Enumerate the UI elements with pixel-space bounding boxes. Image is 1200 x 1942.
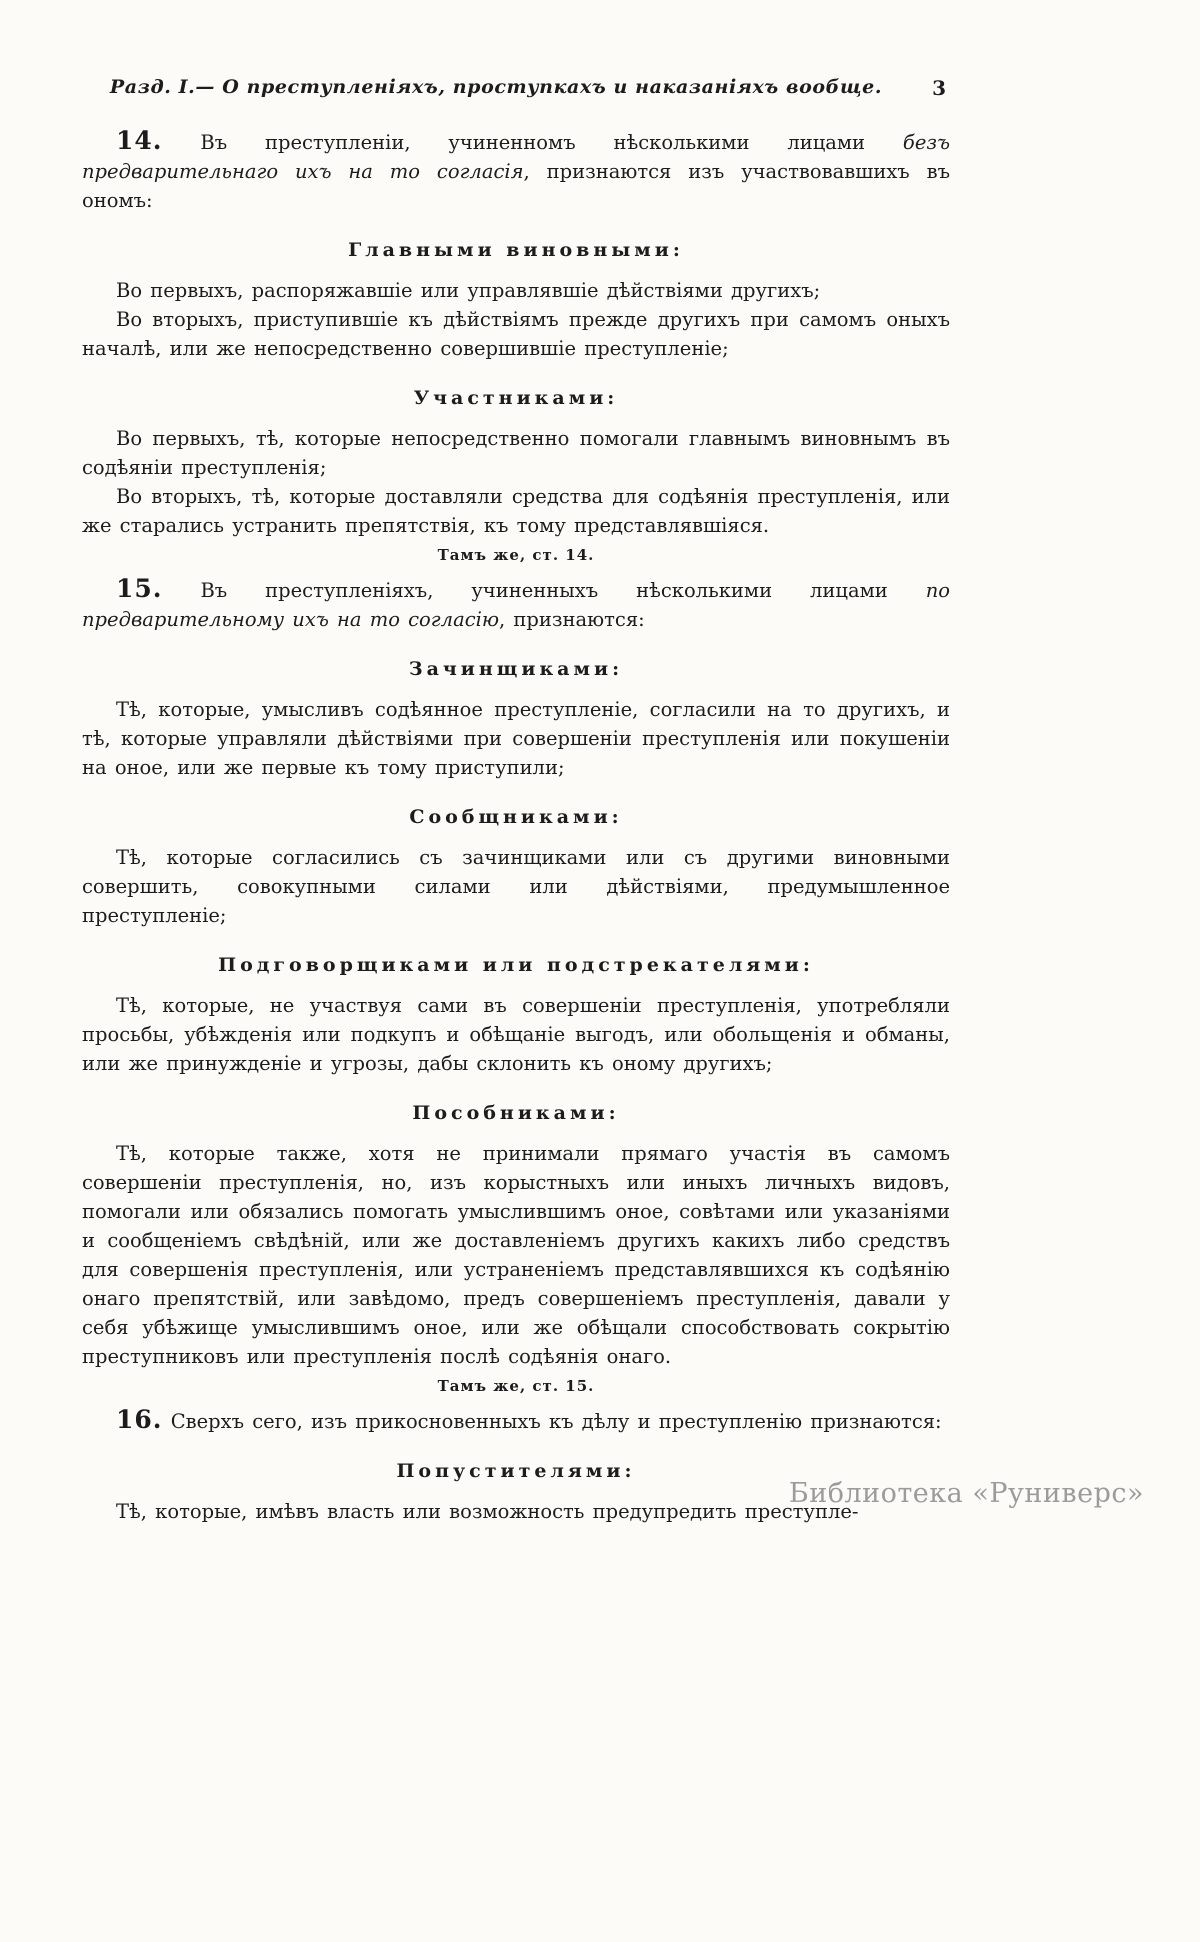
paragraph <box>82 991 950 1078</box>
paragraph <box>82 424 950 482</box>
document-body <box>82 128 950 1526</box>
text-run: Пособниками: <box>412 1102 620 1124</box>
citation <box>82 1377 950 1395</box>
text-run: Тамъ же, ст. 14. <box>437 546 595 564</box>
text-run: Тѣ, которые, не участвуя сами въ совершеніи преступленія, употребляли просьбы, убѣжденія или подкупъ и обѣщаніе выгодъ, или обольщенія и обманы, или же принужденіе и угрозы, дабы склонить къ оному другихъ; <box>82 994 950 1075</box>
paragraph <box>82 482 950 540</box>
text-run: Зачинщиками: <box>408 658 624 680</box>
heading <box>82 658 950 680</box>
text-run: Сообщниками: <box>409 806 623 828</box>
heading <box>82 387 950 409</box>
paragraph <box>82 695 950 782</box>
text-run: Главными виновными: <box>348 239 684 261</box>
text-run: Тѣ, которые, имѣвъ власть или возможность предупредить преступле- <box>116 1500 859 1523</box>
citation <box>82 546 950 564</box>
paragraph <box>82 1407 950 1436</box>
text-run: Сверхъ сего, изъ прикосновенныхъ къ дѣлу и преступленію признаются: <box>162 1410 942 1433</box>
paragraph <box>82 276 950 305</box>
heading <box>82 1102 950 1124</box>
article-number: 15. <box>116 574 163 603</box>
text-run: Подговорщиками или подстрекателями: <box>218 954 814 976</box>
text-run: Попустителями: <box>396 1460 636 1482</box>
text-run: по предварительному ихъ на то согласію <box>82 579 950 631</box>
text-run: безъ предварительнаго ихъ на то согласія <box>82 131 950 183</box>
page-number: 3 <box>932 76 946 100</box>
text-run: , признаются изъ участвовавшихъ въ ономъ: <box>82 160 950 212</box>
heading <box>82 806 950 828</box>
text-run: Во первыхъ, распоряжавшіе или управлявшіе дѣйствіями другихъ; <box>116 279 821 302</box>
text-run: Въ преступленіяхъ, учиненныхъ нѣсколькими лицами <box>162 579 926 602</box>
running-head <box>82 76 950 98</box>
library-watermark: Библиотека «Руниверс» <box>788 1478 1144 1509</box>
paragraph <box>82 128 950 215</box>
paragraph <box>82 576 950 634</box>
paragraph <box>82 843 950 930</box>
text-run: Тамъ же, ст. 15. <box>437 1377 595 1395</box>
text-run: Тѣ, которые, умысливъ содѣянное преступленіе, согласили на то другихъ, и тѣ, которые управляли дѣйствіями при совершеніи преступленія или покушеніи на оное, или же первые къ тому приступили; <box>82 698 950 779</box>
text-column <box>82 76 950 1526</box>
article-number: 14. <box>116 126 163 155</box>
text-run: Во первыхъ, тѣ, которые непосредственно помогали главнымъ виновнымъ въ содѣяніи преступленія; <box>82 427 950 479</box>
text-run: Во вторыхъ, приступившіе къ дѣйствіямъ прежде другихъ при самомъ оныхъ началѣ, или же непосредственно совершившіе преступленіе; <box>82 308 950 360</box>
page-title: Разд. I.— О преступленіяхъ, проступкахъ и наказаніяхъ вообще. <box>109 76 883 98</box>
article-number: 16. <box>116 1405 163 1434</box>
text-run: Во вторыхъ, тѣ, которые доставляли средства для содѣянія преступленія, или же старались устранить препятствія, къ тому представлявшіяся. <box>82 485 950 537</box>
text-run: Тѣ, которые согласились съ зачинщиками или съ другими виновными совершить, совокупными силами или дѣйствіями, предумышленное преступленіе; <box>82 846 950 927</box>
paragraph <box>82 305 950 363</box>
text-run: Тѣ, которые также, хотя не принимали прямаго участія въ самомъ совершеніи преступленія, но, изъ корыстныхъ или иныхъ личныхъ видовъ, помогали или обязались помогать умыслившимъ оное, совѣтами или указаніями и сообщеніемъ свѣдѣній, или же доставленіемъ другихъ какихъ либо средствъ для совершенія преступленія, или устраненіемъ представлявшихся къ содѣянію онаго препятствій, или завѣдомо, предъ совершеніемъ преступленія, давали у себя убѣжище умыслившимъ оное, или же обѣщали способствовать сокрытію преступниковъ или преступленія послѣ содѣянія онаго. <box>82 1142 950 1368</box>
text-run: , признаются: <box>499 608 645 631</box>
heading <box>82 954 950 976</box>
text-run: Въ преступленіи, учиненномъ нѣсколькими лицами <box>162 131 903 154</box>
heading <box>82 239 950 261</box>
text-run: Участниками: <box>413 387 619 409</box>
paragraph <box>82 1139 950 1371</box>
